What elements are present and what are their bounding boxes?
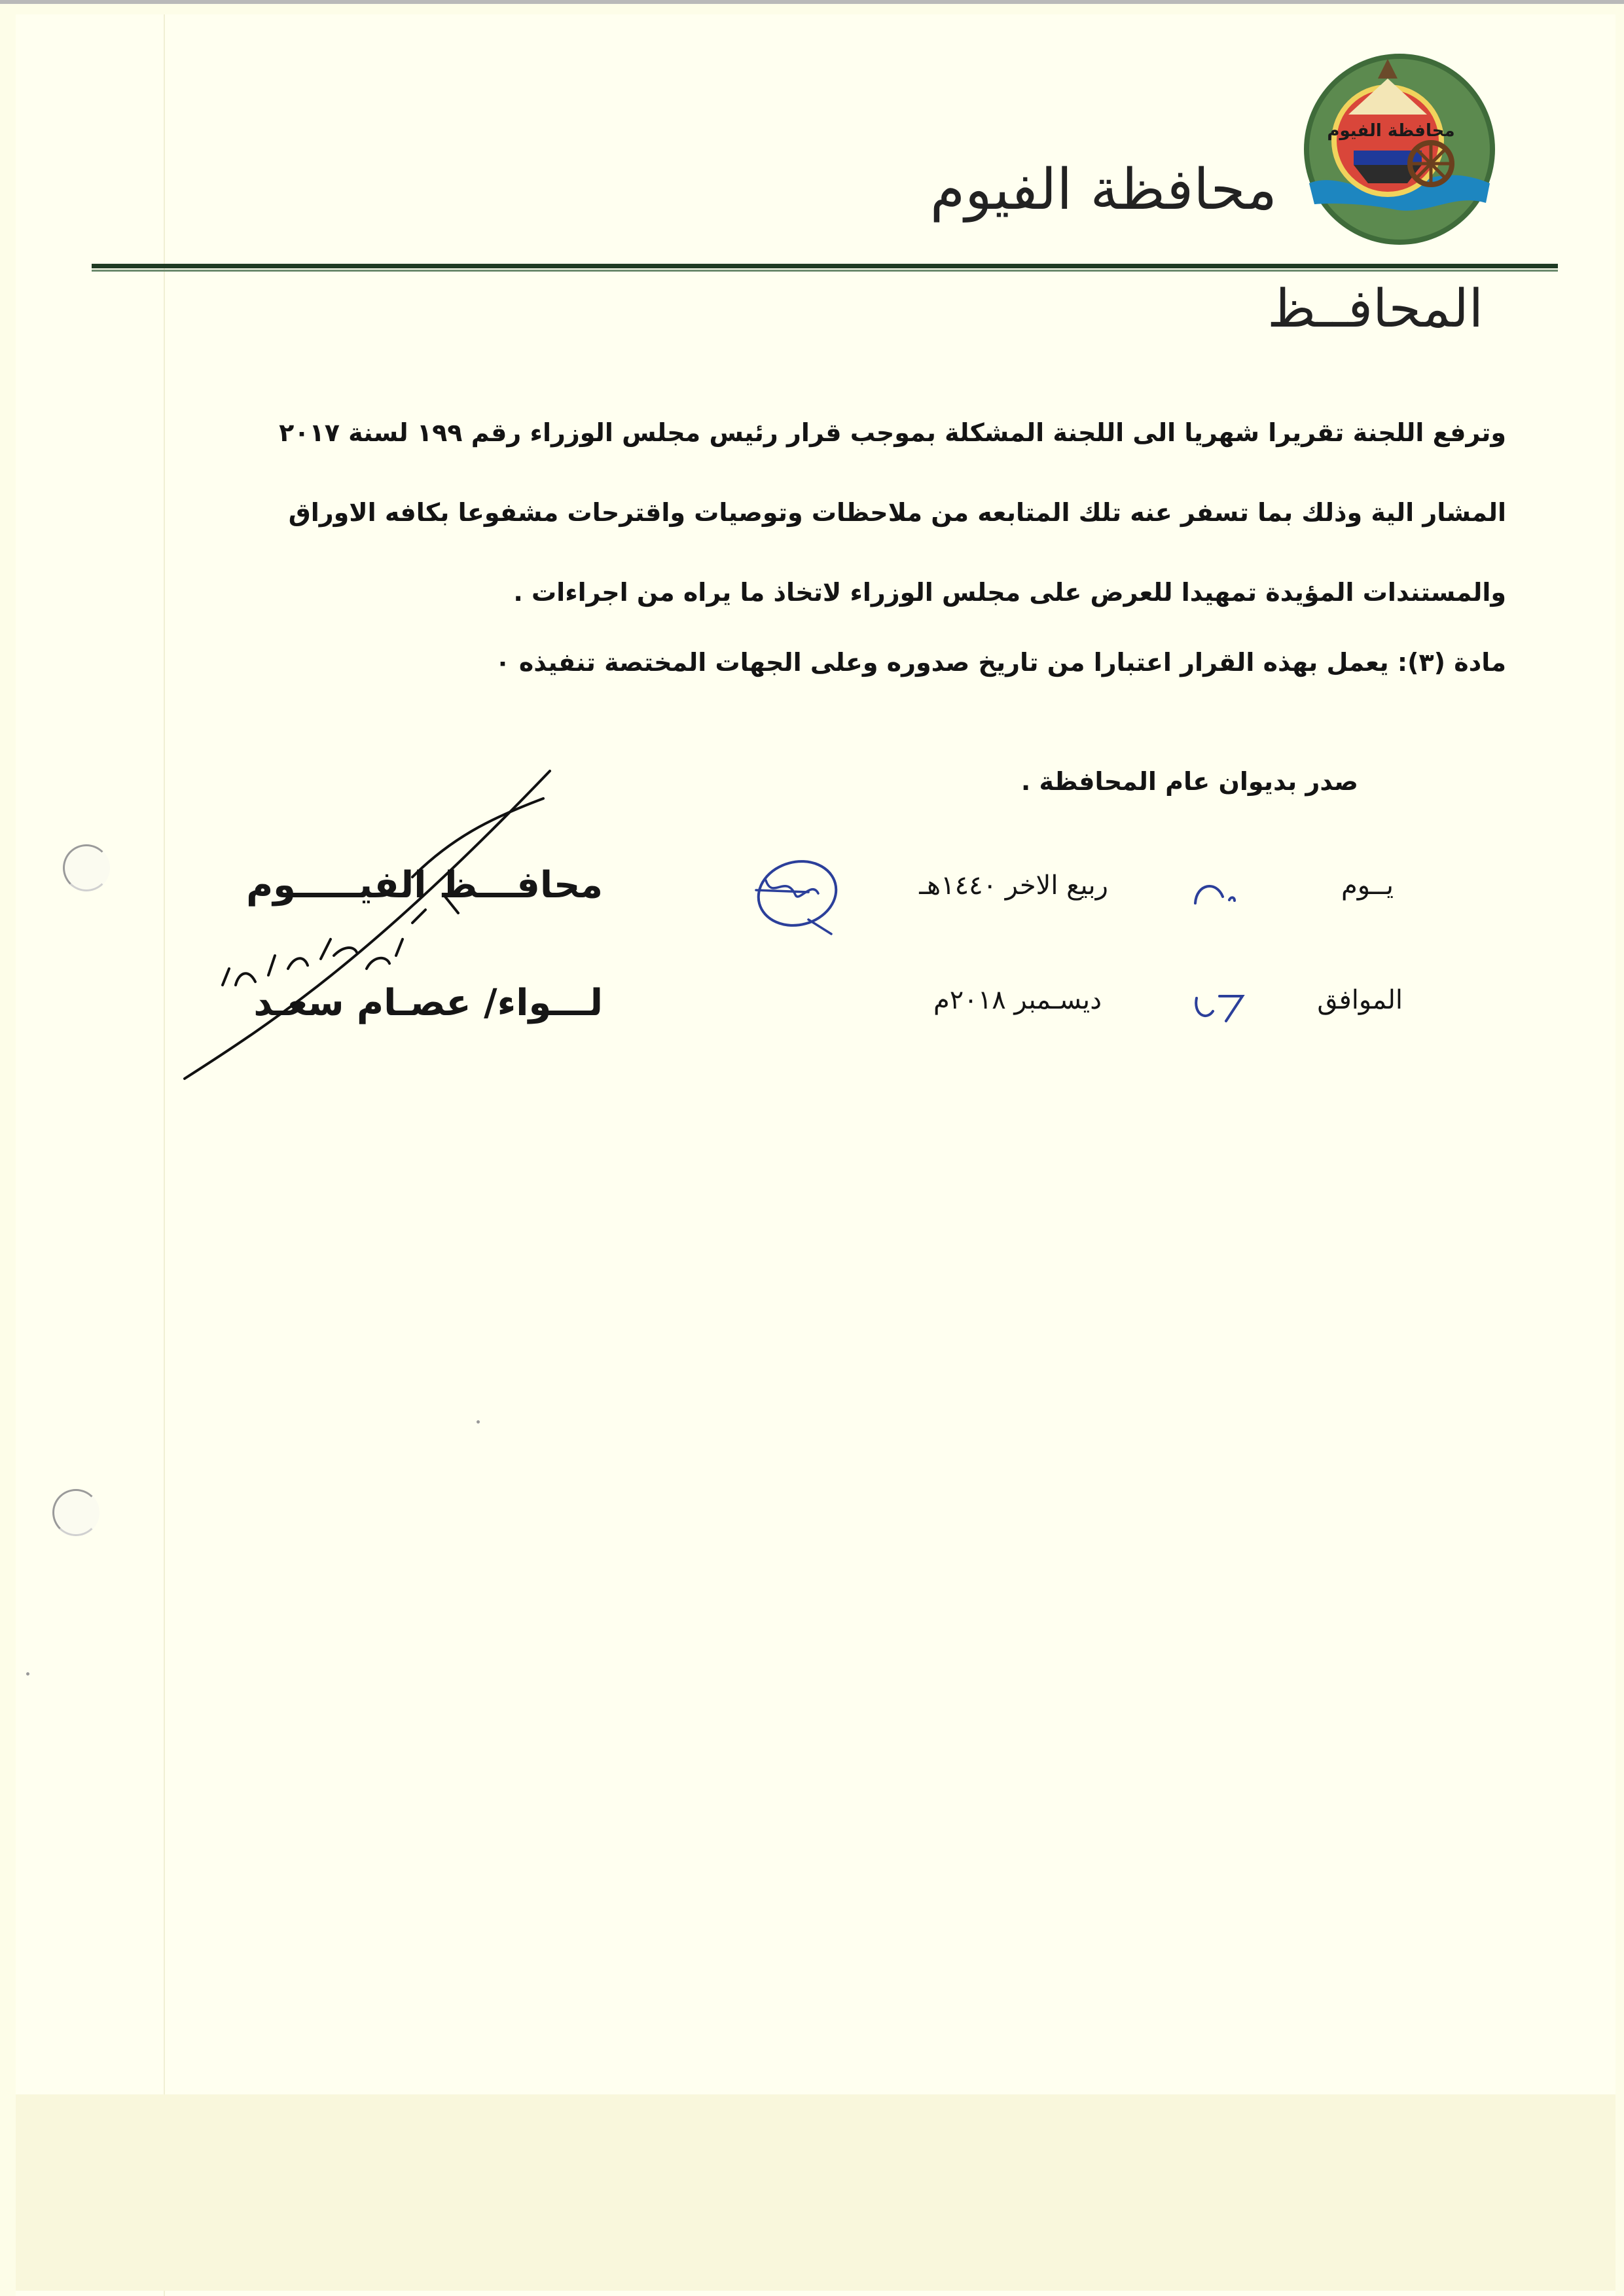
handwritten-corresponding-number: [1190, 988, 1249, 1028]
emblem-text: محافظة الفيوم: [1327, 121, 1455, 141]
signature-title: محافـــظ الفيـــــوم: [246, 864, 603, 906]
article-label: مادة (٣):: [1397, 648, 1506, 677]
header-rule-secondary: [92, 270, 1558, 272]
header-rule: [92, 264, 1558, 268]
scan-speck: [477, 1420, 480, 1424]
scan-speck: [26, 1672, 29, 1676]
decision-paragraph: [132, 393, 1506, 632]
governorate-emblem: [1303, 52, 1496, 246]
handwritten-signature: [177, 759, 569, 1086]
article-text: يعمل بهذه القرار اعتبارا من تاريخ صدوره وعلى الجهات المختصة تنفيذه ٠: [495, 648, 1389, 677]
scan-shade: [16, 2094, 1615, 2291]
day-label: يــوم: [1341, 870, 1394, 901]
issued-line: صدر بديوان عام المحافظة .: [1020, 767, 1358, 796]
gregorian-date: ديسـمبر ٢٠١٨م: [933, 985, 1102, 1015]
paragraph-line: والمستندات المؤيدة تمهيدا للعرض على مجلس الوزراء لاتخاذ ما يراه من اجراءات .: [513, 578, 1506, 607]
corresponding-label: الموافق: [1317, 985, 1403, 1015]
paragraph-line: المشار الية وذلك بما تسفر عنه تلك المتابعه من ملاحظات وتوصيات واقترحات مشفوعا بكافه الاوراق: [288, 498, 1506, 527]
scan-top-edge: [0, 0, 1624, 4]
document-page: [16, 14, 1615, 2296]
office-title: المحافــظ: [1267, 278, 1483, 339]
handwritten-day-number: [1190, 877, 1242, 916]
governorate-name: محافظة الفيوم: [929, 157, 1277, 223]
punch-hole-top: [63, 844, 110, 891]
article-3: [495, 648, 1506, 677]
initials-scribble: [746, 854, 844, 939]
punch-hole-bottom: [52, 1489, 99, 1536]
margin-line: [164, 14, 165, 2296]
paragraph-line: وترفع اللجنة تقريرا شهريا الى اللجنة المشكلة بموجب قرار رئيس مجلس الوزراء رقم ١٩٩ لسنة ٢٠١٧: [279, 418, 1506, 447]
hijri-date: ربيع الاخر ١٤٤٠هـ: [919, 870, 1108, 901]
signature-name: لـــواء/ عصـام سعـد: [253, 982, 603, 1024]
